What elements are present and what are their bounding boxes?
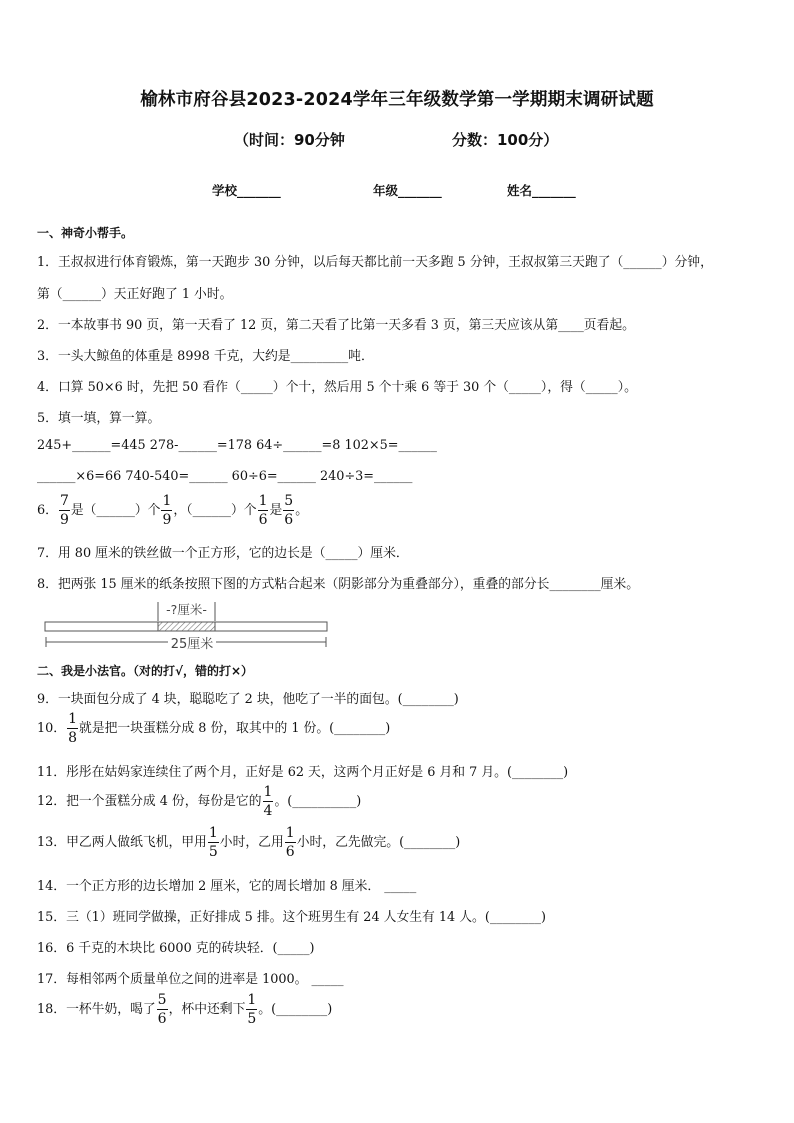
fraction-1-6: $\frac{1}{6}$ (258, 493, 268, 528)
question-12 (37, 785, 361, 818)
question-8: 8．把两张 15 厘米的纸条按照下图的方式粘合起来（阴影部分为重叠部分），重叠的部分长________厘米。 (37, 577, 640, 592)
question-18 (37, 993, 332, 1026)
question-6-text-a: 是（______）个 (70, 503, 161, 518)
fraction-1-4: $\frac{1}{4}$ (263, 784, 273, 819)
question-3: 3．一头大鲸鱼的体重是 8998 千克，大约是_________吨． (37, 349, 374, 364)
name-field: 姓名_______ (507, 183, 576, 198)
question-12-text: 12．把一个蛋糕分成 4 份，每份是它的 (37, 794, 262, 809)
question-16: 16．6 千克的木块比 6000 克的砖块轻．(_____) (37, 941, 315, 956)
question-6 (37, 494, 308, 527)
section2-heading: 二、我是小法官。（对的打√，错的打×） (37, 664, 254, 678)
section1-heading: 一、神奇小帮手。 (37, 226, 134, 240)
question-6-text-c: 是 (269, 503, 283, 518)
fraction-5-6b: $\frac{5}{6}$ (157, 992, 167, 1027)
fraction-1-6b: $\frac{1}{6}$ (285, 825, 295, 860)
overlap-label: -?厘米- (166, 602, 207, 617)
question-6-text-b: ，（______）个 (173, 503, 257, 518)
question-17: 17．每相邻两个质量单位之间的进率是 1000。 _____ (37, 972, 344, 987)
question-13-text-a: 13．甲乙两人做纸飞机，甲用 (37, 835, 207, 850)
question-13-text-b: 小时，乙用 (219, 835, 284, 850)
question-2: 2．一本故事书 90 页，第一天看了 12 页，第二天看了比第一天多看 3 页，第三天应该从第____页看起。 (37, 318, 635, 333)
question-10-number: 10． (37, 721, 67, 736)
question-13-text-c: 小时，乙先做完。(________) (296, 835, 461, 850)
question-4: 4．口算 50×6 时，先把 50 看作（_____）个十，然后用 5 个十乘 6 等于 30 个（_____），得（_____）。 (37, 380, 637, 395)
question-5-row1: 245+______=445 278-______=178 64÷______=8 102×5=______ (37, 438, 437, 453)
paper-strip-diagram (40, 597, 332, 653)
overlap-region (158, 622, 215, 631)
question-6-number: 6． (37, 503, 58, 518)
page-title: 榆林市府谷县2023-2024学年三年级数学第一学期期末调研试题 (140, 90, 654, 110)
question-11: 11．彤彤在姑妈家连续住了两个月，正好是 62 天，这两个月正好是 6 月和 7 月。(________) (37, 765, 569, 780)
fraction-7-9: $\frac{7}{9}$ (59, 493, 69, 528)
fraction-5-6: $\frac{5}{6}$ (284, 493, 294, 528)
question-12-tail: 。(__________) (274, 794, 362, 809)
question-10-text: 就是把一块蛋糕分成 8 份，取其中的 1 份。(________) (79, 721, 391, 736)
exam-time: （时间：90分钟 (234, 131, 345, 149)
question-7: 7．用 80 厘米的铁丝做一个正方形，它的边长是（_____）厘米． (37, 546, 409, 561)
question-18-text-a: 18．一杯牛奶，喝了 (37, 1002, 156, 1017)
question-1-line1: 1．王叔叔进行体育锻炼，第一天跑步 30 分钟，以后每天都比前一天多跑 5 分钟，王叔叔第三天跑了（______）分钟， (37, 255, 713, 270)
fraction-1-9: $\frac{1}{9}$ (162, 493, 172, 528)
total-length-label: 25厘米 (170, 637, 214, 652)
question-6-row2: ______×6=66 740-540=______ 60÷6=______ 240÷3=______ (37, 469, 413, 484)
question-13 (37, 826, 460, 859)
question-18-text-c: 。(________) (258, 1002, 333, 1017)
question-9: 9．一块面包分成了 4 块，聪聪吃了 2 块，他吃了一半的面包。(________) (37, 692, 459, 707)
grade-field: 年级_______ (373, 183, 442, 198)
question-15: 15．三（1）班同学做操，正好排成 5 排。这个班男生有 24 人女生有 14 人。(________) (37, 910, 547, 925)
fraction-1-8: $\frac{1}{8}$ (68, 711, 78, 746)
question-1-line2: 第（______）天正好跑了 1 小时。 (37, 287, 233, 302)
exam-score: 分数：100分） (452, 131, 559, 149)
question-6-text-d: 。 (295, 503, 308, 518)
fraction-1-5: $\frac{1}{5}$ (208, 825, 218, 860)
question-14: 14．一个正方形的边长增加 2 厘米，它的周长增加 8 厘米． _____ (37, 879, 417, 894)
question-18-text-b: ，杯中还剩下 (168, 1002, 246, 1017)
school-field: 学校_______ (212, 183, 281, 198)
question-5: 5．填一填，算一算。 (37, 411, 161, 426)
fraction-1-5b: $\frac{1}{5}$ (247, 992, 257, 1027)
question-10 (37, 712, 390, 745)
